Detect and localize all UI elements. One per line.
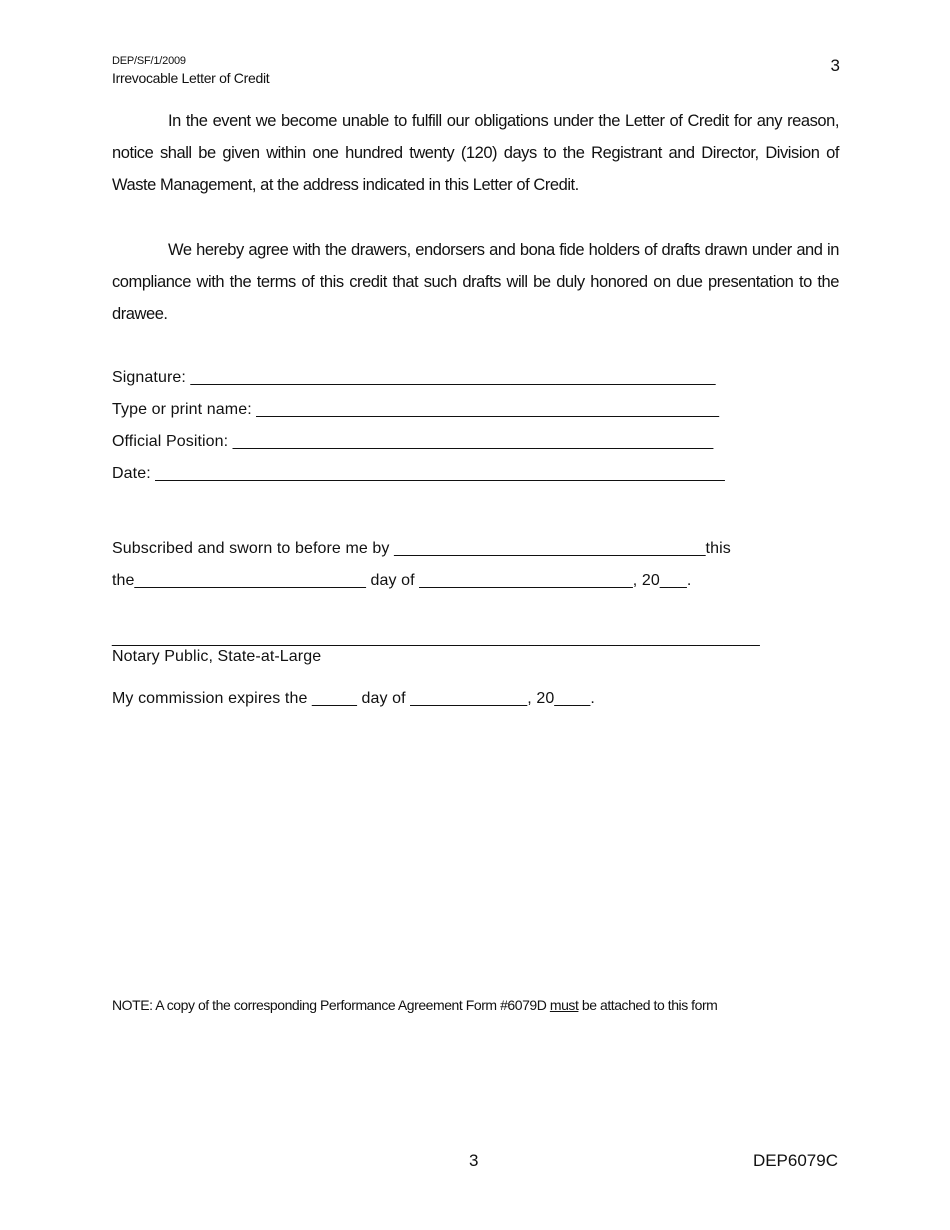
sworn-suffix: this xyxy=(705,540,731,557)
header-form-id: DEP/SF/1/2009 xyxy=(112,55,186,67)
header-page-number: 3 xyxy=(830,56,840,75)
the-prefix: the xyxy=(112,572,135,589)
date-field xyxy=(112,465,725,483)
print-name-blank: ____________________________________________________ xyxy=(256,401,720,418)
paragraph-agreement: We hereby agree with the drawers, endorsers and bona fide holders of drafts drawn under and in compliance with the terms of this credit that such drafts will be duly honored on due presentation to the drawee. xyxy=(112,241,839,323)
footer-page-number: 3 xyxy=(469,1151,479,1170)
notary-signature-rule: ________________________________________________________________________ xyxy=(112,630,760,647)
day-of-label: day of xyxy=(370,572,415,589)
paragraph-notice: In the event we become unable to fulfill our obligations under the Letter of Credit for any reason, notice shall be given within one hundred twenty (120) days to the Registrant and Director, Division of Waste Management, at the address indicated in this Letter of Credit. xyxy=(112,112,839,194)
print-name-label: Type or print name: xyxy=(112,401,252,418)
notary-label: Notary Public, State-at-Large xyxy=(112,648,322,665)
official-position-label: Official Position: xyxy=(112,433,229,450)
the-blank: __________________________ xyxy=(134,572,366,589)
official-position-blank: ______________________________________________________ xyxy=(232,433,714,450)
attachment-note xyxy=(112,997,717,1013)
date-label: Date: xyxy=(112,465,151,482)
footer-form-code: DEP6079C xyxy=(752,1151,838,1170)
note-emphasis: must xyxy=(549,997,579,1013)
signature-blank: ___________________________________________________________ xyxy=(190,369,716,386)
sworn-prefix: Subscribed and sworn to before me by xyxy=(112,540,390,557)
header-doc-title: Irrevocable Letter of Credit xyxy=(112,70,270,86)
signature-label: Signature: xyxy=(112,369,186,386)
day-of-blank: ________________________ xyxy=(419,572,633,589)
date-blank: ________________________________________________________________ xyxy=(155,465,725,482)
sworn-line xyxy=(112,540,731,558)
sworn-date-line xyxy=(112,572,691,590)
official-position-field xyxy=(112,433,713,451)
note-suffix: be attached to this form xyxy=(581,997,718,1013)
year-label: , 20___. xyxy=(632,572,692,589)
sworn-blank: ___________________________________ xyxy=(394,540,706,557)
signature-field xyxy=(112,369,716,387)
print-name-field xyxy=(112,401,719,419)
note-prefix: NOTE: A copy of the corresponding Performance Agreement Form #6079D xyxy=(112,997,547,1013)
commission-line: My commission expires the _____ day of _____________, 20____. xyxy=(112,690,595,707)
